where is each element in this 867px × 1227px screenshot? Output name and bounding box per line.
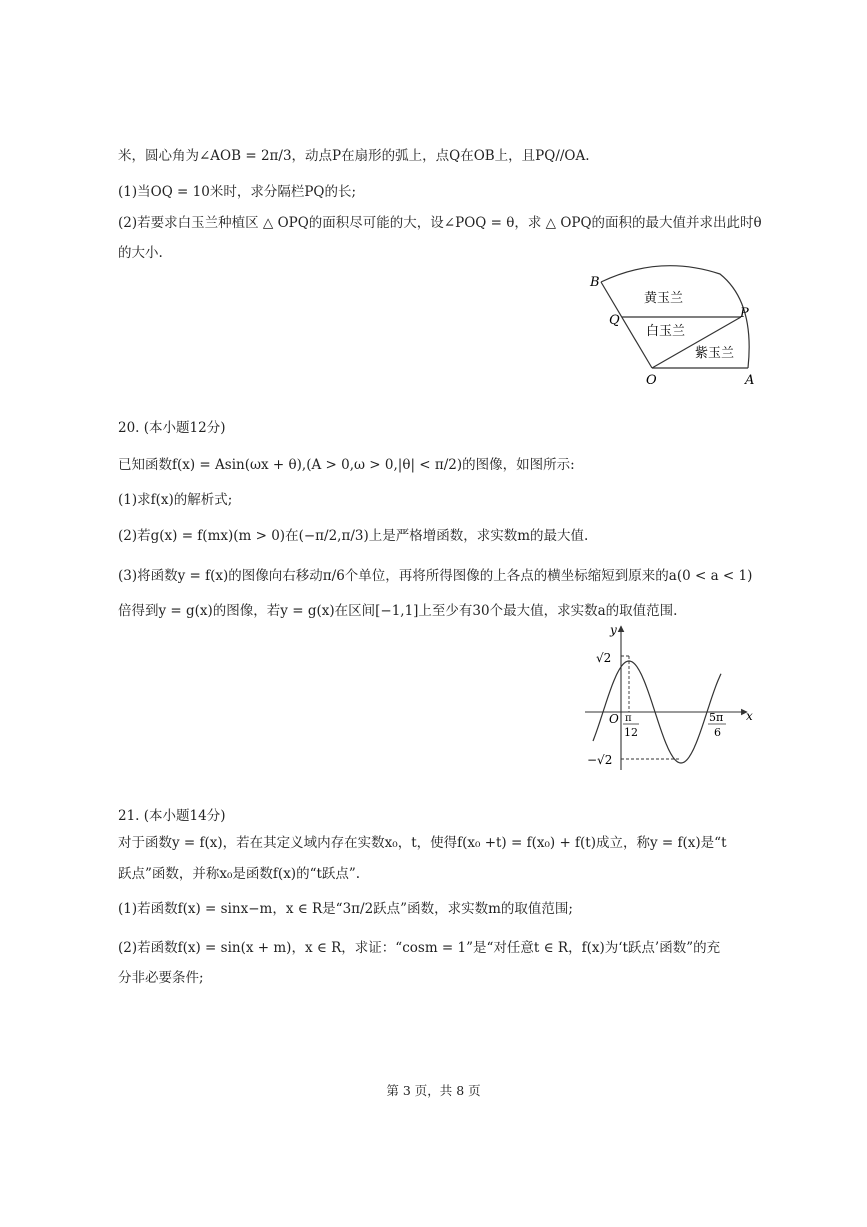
tick-5pi-6-num: 5π [709, 711, 724, 724]
label-y: y [610, 623, 617, 637]
label-P: P [740, 306, 749, 321]
label-A: A [745, 373, 755, 388]
p21-intro-line2: 跃点”函数，并称x₀是函数f(x)的“t跃点”. [118, 866, 361, 882]
label-origin: O [609, 712, 619, 726]
p20-question1: (1)求f(x)的解析式; [118, 492, 233, 508]
p20-heading: 20. (本小题12分) [118, 420, 226, 436]
region-label-yellow: 黄玉兰 [644, 291, 684, 306]
sine-graph [585, 620, 760, 775]
region-label-white: 白玉兰 [646, 324, 686, 339]
p20-question3-line1: (3)将函数y = f(x)的图像向右移动π/6个单位，再将所得图像的上各点的横坐标缩短到原来的a(0 < a < 1) [118, 568, 753, 584]
p21-heading: 21. (本小题14分) [118, 808, 226, 824]
p21-question1: (1)若函数f(x) = sinx−m，x ∈ R是“3π/2跃点”函数，求实数m的取值范围; [118, 901, 573, 917]
tick-pi-12-den: 12 [624, 726, 638, 739]
tick-pi-12-num: π [625, 713, 632, 724]
p21-question2-line1: (2)若函数f(x) = sin(x + m)，x ∈ R，求证：“cosm = 1”是“对任意t ∈ R，f(x)为‘t跃点’函数”的充 [118, 940, 721, 956]
p21-question2-line2: 分非必要条件; [118, 970, 204, 986]
sector-figure [580, 262, 770, 392]
page-footer: 第 3 页，共 8 页 [386, 1083, 481, 1098]
label-x: x [746, 709, 753, 723]
p19-line1: 米，圆心角为∠AOB = 2π/3，动点P在扇形的弧上，点Q在OB上，且PQ//OA. [118, 148, 590, 164]
label-O: O [646, 373, 657, 388]
tick-5pi-6-den: 6 [714, 726, 721, 739]
p20-question2: (2)若g(x) = f(mx)(m > 0)在(−π/2,π/3)上是严格增函数，求实数m的最大值. [118, 528, 589, 544]
label-Q: Q [609, 313, 620, 328]
p21-intro-line1: 对于函数y = f(x)，若在其定义域内存在实数x₀，t，使得f(x₀ +t) = f(x₀) + f(t)成立，称y = f(x)是“t [118, 835, 727, 851]
p20-question3-line2: 倍得到y = g(x)的图像，若y = g(x)在区间[−1,1]上至少有30个最大值，求实数a的取值范围. [118, 603, 678, 619]
label-B: B [590, 275, 600, 290]
p19-question2-line1: (2)若要求白玉兰种植区 △ OPQ的面积尽可能的大，设∠POQ = θ，求 △ OPQ的面积的最大值并求出此时θ [118, 215, 762, 231]
p20-intro: 已知函数f(x) = Asin(ωx + θ),(A > 0,ω > 0,|θ| < π/2)的图像，如图所示: [118, 457, 575, 473]
label-neg-sqrt2: −√2 [587, 753, 613, 767]
p19-question1: (1)当OQ = 10米时，求分隔栏PQ的长; [118, 184, 357, 200]
p19-question2-line2: 的大小. [118, 245, 163, 261]
label-sqrt2: √2 [596, 651, 612, 665]
region-label-purple: 紫玉兰 [695, 346, 735, 361]
